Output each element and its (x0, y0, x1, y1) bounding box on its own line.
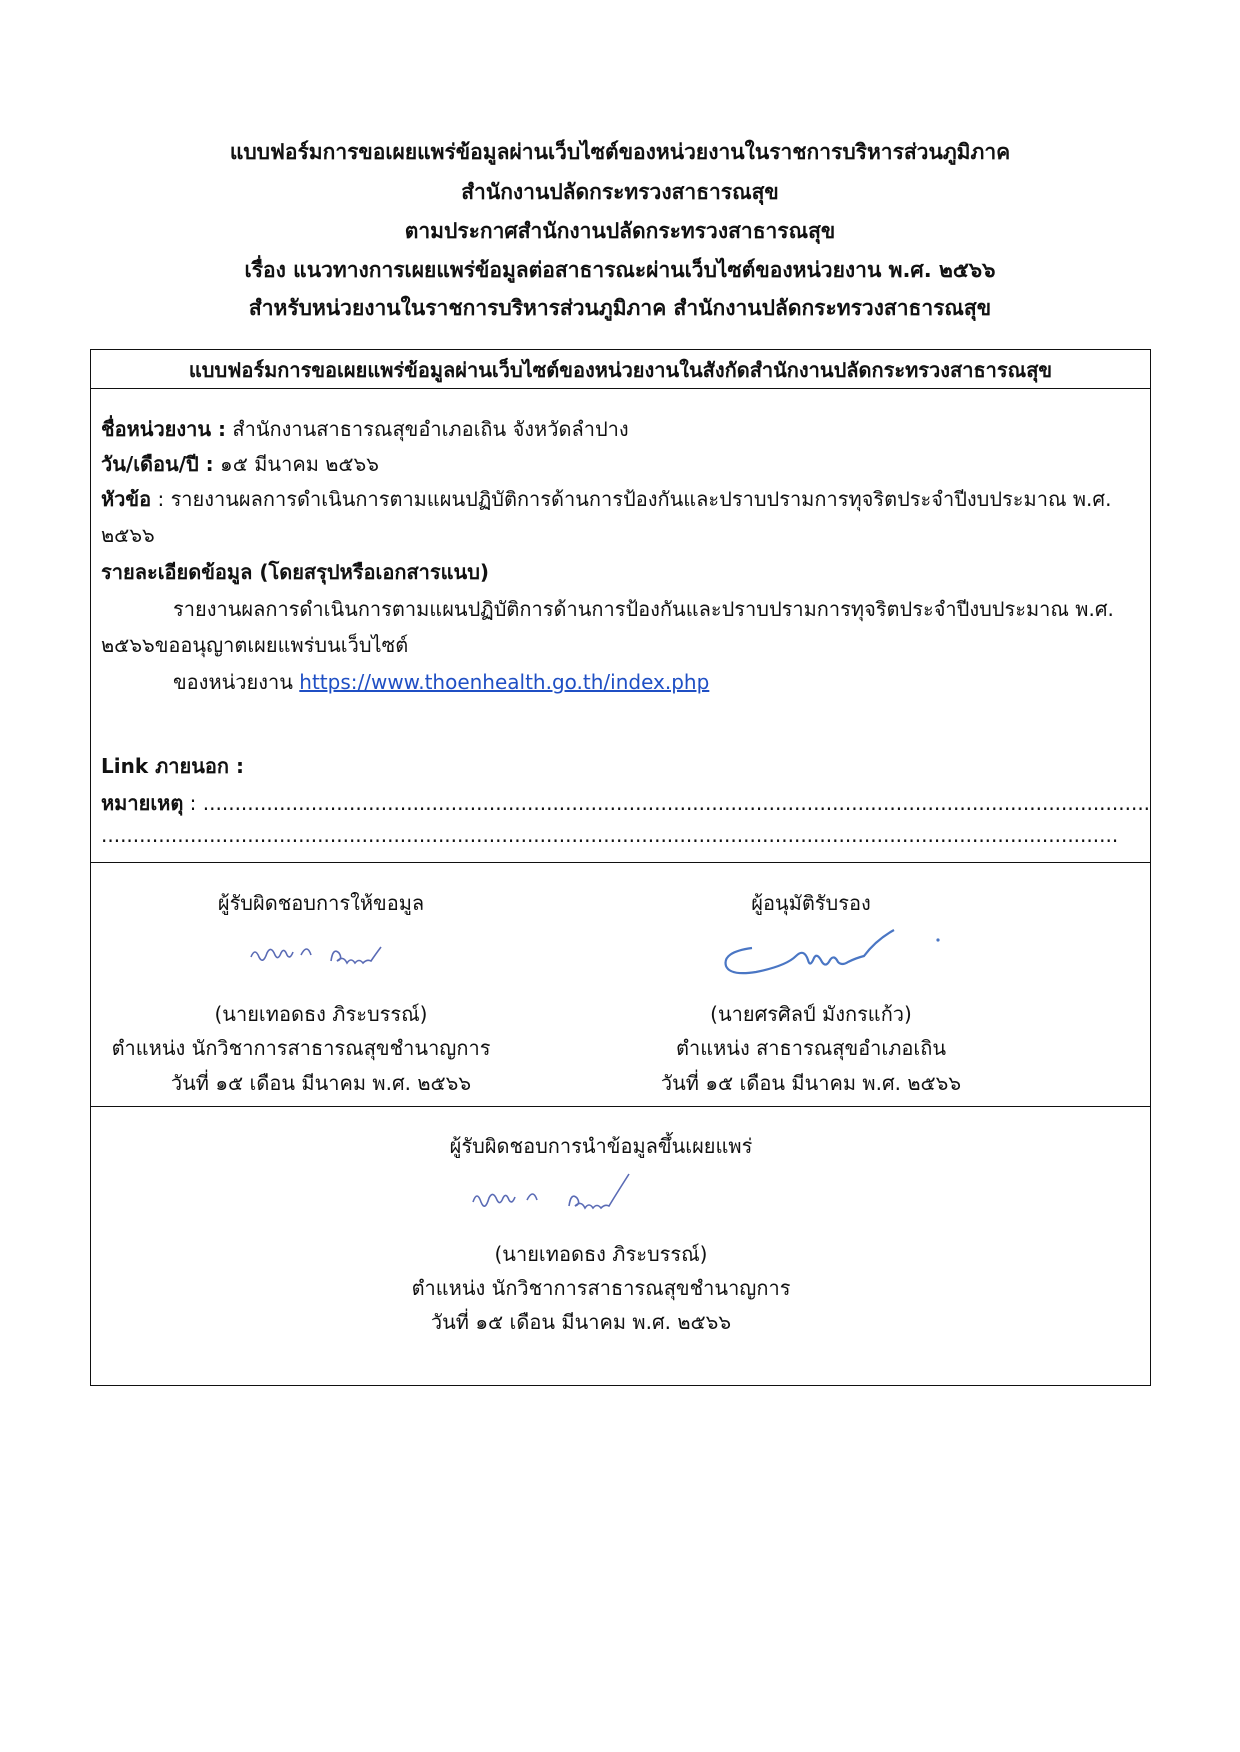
publisher-position: ตำแหน่ง นักวิชาการสาธารณสุขชำนาญการ (411, 1276, 791, 1300)
provider-name: (นายเทอดธง ภิระบรรณ์) (214, 1002, 428, 1026)
note-row (101, 788, 1150, 818)
provider-role: ผู้รับผิดชอบการให้ขอมูล (217, 891, 425, 915)
detail-text-3 (173, 667, 709, 697)
header-line-5: สำหรับหน่วยงานในราชการบริหารส่วนภูมิภาค สำนักงานปลัดกระทรวงสาธารณสุข (248, 296, 992, 320)
unit-value: สำนักงานสาธารณสุขอำเภอเถิน จังหวัดลำปาง (226, 417, 629, 441)
divider (91, 388, 1150, 389)
note-dots: : ..................................................................................................................................................... (183, 791, 1151, 815)
provider-position: ตำแหน่ง นักวิชาการสาธารณสุขชำนาญการ (111, 1036, 491, 1060)
approver-signature (716, 918, 956, 988)
approver-date: วันที่ ๑๕ เดือน มีนาคม พ.ศ. ๒๕๖๖ (660, 1071, 962, 1095)
divider (91, 862, 1150, 863)
topic-label: หัวข้อ (101, 487, 152, 511)
approver-name: (นายศรศิลป์ มังกรแก้ว) (710, 1002, 912, 1026)
publisher-name: (นายเทอดธง ภิระบรรณ์) (494, 1242, 708, 1266)
publisher-role: ผู้รับผิดชอบการนำข้อมูลขึ้นเผยแพร่ (449, 1134, 753, 1158)
header-line-2: สำนักงานปลัดกระทรวงสาธารณสุข (461, 180, 779, 204)
detail-label: รายละเอียดข้อมูล (โดยสรุปหรือเอกสารแนบ) (101, 560, 490, 584)
topic-row (101, 484, 1111, 514)
topic-continuation: ๒๕๖๖ (101, 523, 155, 547)
date-value: ๑๕ มีนาคม ๒๕๖๖ (213, 452, 379, 476)
provider-date: วันที่ ๑๕ เดือน มีนาคม พ.ศ. ๒๕๖๖ (170, 1071, 472, 1095)
header-line-1: แบบฟอร์มการขอเผยแพร่ข้อมูลผ่านเว็บไซต์ของหน่วยงานในราชการบริหารส่วนภูมิภาค (229, 140, 1011, 164)
header-line-3: ตามประกาศสำนักงานปลัดกระทรวงสาธารณสุข (404, 219, 836, 243)
note-dots-line-2: ................................................................................................................................................................ (101, 823, 1119, 847)
provider-signature (241, 925, 431, 975)
unit-label: ชื่อหน่วยงาน : (101, 417, 227, 441)
approver-role: ผู้อนุมัติรับรอง (751, 891, 871, 915)
date-label: วัน/เดือน/ปี : (101, 452, 214, 476)
website-link[interactable]: https://www.thoenhealth.go.th/index.php (299, 670, 710, 694)
unit-row (101, 414, 629, 444)
date-row (101, 449, 379, 479)
external-link-label: Link ภายนอก : (101, 754, 244, 778)
topic-value: : รายงานผลการดำเนินการตามแผนปฏิบัติการด้านการป้องกันและปราบปรามการทุจริตประจำปีงบประมาณ พ.ศ. (151, 487, 1112, 511)
publisher-date: วันที่ ๑๕ เดือน มีนาคม พ.ศ. ๒๕๖๖ (430, 1310, 732, 1334)
divider (91, 1106, 1150, 1107)
header-line-4: เรื่อง แนวทางการเผยแพร่ข้อมูลต่อสาธารณะผ่านเว็บไซต์ของหน่วยงาน พ.ศ. ๒๕๖๖ (244, 258, 996, 282)
note-label: หมายเหตุ (101, 791, 184, 815)
approver-position: ตำแหน่ง สาธารณสุขอำเภอเถิน (675, 1036, 947, 1060)
detail-text-2: ๒๕๖๖ขออนุญาตเผยแพร่บนเว็บไซต์ (101, 633, 409, 657)
form-title: แบบฟอร์มการขอเผยแพร่ข้อมูลผ่านเว็บไซต์ของหน่วยงานในสังกัดสำนักงานปลัดกระทรวงสาธารณสุข (188, 358, 1053, 382)
form-box (90, 349, 1151, 1386)
external-link-row (101, 751, 244, 781)
detail-link-prefix: ของหน่วยงาน (173, 670, 300, 694)
detail-text-1: รายงานผลการดำเนินการตามแผนปฏิบัติการด้านการป้องกันและปราบปรามการทุจริตประจำปีงบประมาณ พ.ศ. (173, 597, 1114, 621)
publisher-signature (461, 1162, 721, 1222)
